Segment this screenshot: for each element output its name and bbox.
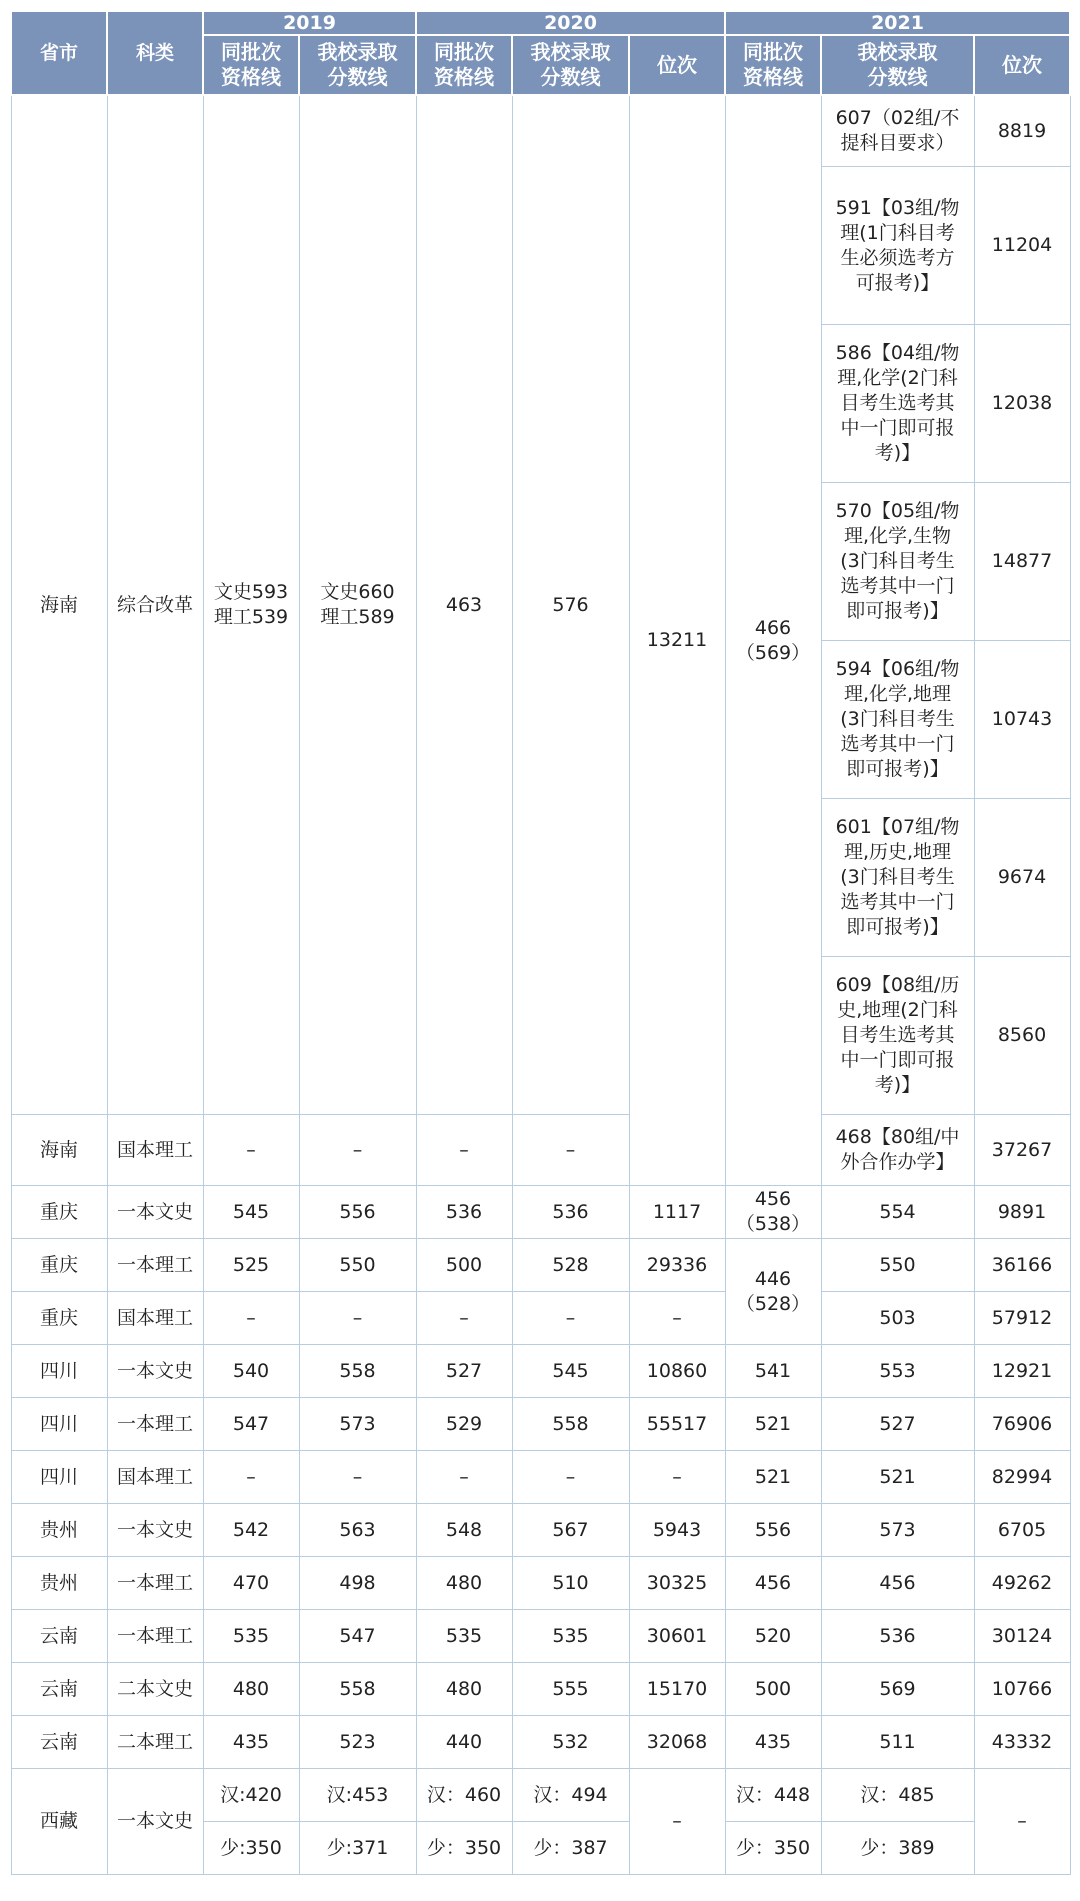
value-cell: 535 — [416, 1610, 512, 1663]
hainan-category: 综合改革 — [107, 95, 203, 1115]
value-cell: 523 — [299, 1716, 416, 1769]
value-cell: 542 — [203, 1504, 299, 1557]
value-cell: 汉：494 — [512, 1769, 629, 1822]
value-cell: 6705 — [974, 1504, 1070, 1557]
header-year-2020: 2020 — [416, 11, 725, 35]
value-cell: 480 — [203, 1663, 299, 1716]
value-cell: 480 — [416, 1663, 512, 1716]
value-cell: 528 — [512, 1239, 629, 1292]
table-row — [11, 1504, 1070, 1557]
table-row — [11, 1610, 1070, 1663]
hainan-2020-batch: 463 — [416, 95, 512, 1115]
value-cell: – — [299, 1451, 416, 1504]
table-body — [11, 95, 1070, 1875]
header-2020-batch-line: 同批次 资格线 — [416, 35, 512, 95]
value-cell: 553 — [821, 1345, 974, 1398]
header-2021-batch-line: 同批次 资格线 — [725, 35, 821, 95]
category-cell: 一本理工 — [107, 1610, 203, 1663]
province-cell: 贵州 — [11, 1504, 107, 1557]
value-cell: 49262 — [974, 1557, 1070, 1610]
category-cell: 国本理工 — [107, 1292, 203, 1345]
value-cell: 30601 — [629, 1610, 725, 1663]
hainan-group-score: 570【05组/物 理,化学,生物 (3门科目考生 选考其中一门 即可报考)】 — [821, 483, 974, 641]
value-cell: 440 — [416, 1716, 512, 1769]
value-cell: 少：350 — [416, 1822, 512, 1875]
value-cell: 446 （528） — [725, 1239, 821, 1345]
hainan-group-score: 586【04组/物 理,化学(2门科 目考生选考其 中一门即可报 考)】 — [821, 325, 974, 483]
hainan-group-score: 601【07组/物 理,历史,地理 (3门科目考生 选考其中一门 即可报考)】 — [821, 799, 974, 957]
value-cell: 10766 — [974, 1663, 1070, 1716]
value-cell: 1117 — [629, 1186, 725, 1239]
header-province: 省市 — [11, 11, 107, 95]
category-cell: 二本文史 — [107, 1663, 203, 1716]
value-cell: 汉：460 — [416, 1769, 512, 1822]
value-cell: 550 — [299, 1239, 416, 1292]
table-row — [11, 1769, 1070, 1822]
hainan-2021-batch: 466 （569） — [725, 95, 821, 1186]
hainan-group-rank: 8560 — [974, 957, 1070, 1115]
value-cell: 536 — [512, 1186, 629, 1239]
province-cell: 四川 — [11, 1398, 107, 1451]
hainan-group-score: 594【06组/物 理,化学,地理 (3门科目考生 选考其中一门 即可报考)】 — [821, 641, 974, 799]
table-header — [11, 11, 1070, 95]
value-cell: 545 — [512, 1345, 629, 1398]
value-cell: 567 — [512, 1504, 629, 1557]
hainan-group-rank: 14877 — [974, 483, 1070, 641]
province-cell: 四川 — [11, 1451, 107, 1504]
value-cell: 573 — [821, 1504, 974, 1557]
province-cell: 四川 — [11, 1345, 107, 1398]
category-cell: 一本理工 — [107, 1557, 203, 1610]
value-cell: 5943 — [629, 1504, 725, 1557]
category-cell: 一本文史 — [107, 1769, 203, 1875]
table-row — [11, 1451, 1070, 1504]
value-cell: 汉：485 — [821, 1769, 974, 1822]
value-cell: – — [512, 1115, 629, 1186]
hainan-province: 海南 — [11, 95, 107, 1115]
value-cell: 510 — [512, 1557, 629, 1610]
hainan-group-score: 591【03组/物 理(1门科目考 生必须选考方 可报考)】 — [821, 167, 974, 325]
value-cell: 32068 — [629, 1716, 725, 1769]
value-cell: 480 — [416, 1557, 512, 1610]
value-cell: 少：389 — [821, 1822, 974, 1875]
hainan-2020-rank: 13211 — [629, 95, 725, 1186]
value-cell: 558 — [299, 1663, 416, 1716]
value-cell: 573 — [299, 1398, 416, 1451]
category-cell: 一本文史 — [107, 1345, 203, 1398]
value-cell: 535 — [512, 1610, 629, 1663]
value-cell: 529 — [416, 1398, 512, 1451]
value-cell: 520 — [725, 1610, 821, 1663]
category-cell: 国本理工 — [107, 1115, 203, 1186]
table-row — [11, 1186, 1070, 1239]
value-cell: 527 — [416, 1345, 512, 1398]
value-cell: 9891 — [974, 1186, 1070, 1239]
value-cell: – — [203, 1292, 299, 1345]
value-cell: – — [203, 1451, 299, 1504]
hainan-group-rank: 10743 — [974, 641, 1070, 799]
value-cell: 82994 — [974, 1451, 1070, 1504]
header-2021-school-line: 我校录取 分数线 — [821, 35, 974, 95]
value-cell: 548 — [416, 1504, 512, 1557]
hainan-group-rank: 11204 — [974, 167, 1070, 325]
value-cell: 521 — [821, 1451, 974, 1504]
province-cell: 云南 — [11, 1610, 107, 1663]
value-cell: 456 — [725, 1557, 821, 1610]
value-cell: – — [974, 1769, 1070, 1875]
header-category: 科类 — [107, 11, 203, 95]
table-row — [11, 1716, 1070, 1769]
admission-score-table — [10, 10, 1071, 1875]
hainan-group-score: 468【80组/中 外合作办学】 — [821, 1115, 974, 1186]
header-year-2019: 2019 — [203, 11, 416, 35]
value-cell: 532 — [512, 1716, 629, 1769]
hainan-group-score: 609【08组/历 史,地理(2门科 目考生选考其 中一门即可报 考)】 — [821, 957, 974, 1115]
value-cell: 15170 — [629, 1663, 725, 1716]
value-cell: 30124 — [974, 1610, 1070, 1663]
value-cell: – — [299, 1115, 416, 1186]
value-cell: 563 — [299, 1504, 416, 1557]
category-cell: 一本理工 — [107, 1239, 203, 1292]
table-row — [11, 1663, 1070, 1716]
value-cell: 536 — [821, 1610, 974, 1663]
header-2020-rank: 位次 — [629, 35, 725, 95]
value-cell: 554 — [821, 1186, 974, 1239]
hainan-2019-school: 文史660 理工589 — [299, 95, 416, 1115]
value-cell: – — [203, 1115, 299, 1186]
value-cell: 556 — [299, 1186, 416, 1239]
table-row — [11, 1292, 1070, 1345]
category-cell: 一本文史 — [107, 1504, 203, 1557]
value-cell: – — [416, 1115, 512, 1186]
value-cell: 569 — [821, 1663, 974, 1716]
hainan-group-rank: 9674 — [974, 799, 1070, 957]
province-cell: 西藏 — [11, 1769, 107, 1875]
value-cell: 汉:453 — [299, 1769, 416, 1822]
province-cell: 云南 — [11, 1716, 107, 1769]
value-cell: – — [416, 1292, 512, 1345]
table-row — [11, 1115, 1070, 1186]
value-cell: 435 — [203, 1716, 299, 1769]
value-cell: 37267 — [974, 1115, 1070, 1186]
value-cell: 30325 — [629, 1557, 725, 1610]
value-cell: 10860 — [629, 1345, 725, 1398]
value-cell: 511 — [821, 1716, 974, 1769]
hainan-group-rank: 12038 — [974, 325, 1070, 483]
value-cell: 555 — [512, 1663, 629, 1716]
table-row — [11, 1557, 1070, 1610]
value-cell: 少:350 — [203, 1822, 299, 1875]
value-cell: – — [416, 1451, 512, 1504]
value-cell: 547 — [299, 1610, 416, 1663]
value-cell: 521 — [725, 1398, 821, 1451]
value-cell: 435 — [725, 1716, 821, 1769]
province-cell: 重庆 — [11, 1292, 107, 1345]
category-cell: 一本理工 — [107, 1398, 203, 1451]
value-cell: – — [299, 1292, 416, 1345]
value-cell: 540 — [203, 1345, 299, 1398]
province-cell: 重庆 — [11, 1239, 107, 1292]
header-year-2021: 2021 — [725, 11, 1070, 35]
province-cell: 海南 — [11, 1115, 107, 1186]
table-row — [11, 1239, 1070, 1292]
header-2020-school-line: 我校录取 分数线 — [512, 35, 629, 95]
value-cell: 少:371 — [299, 1822, 416, 1875]
hainan-group-score: 607（02组/不 提科目要求） — [821, 95, 974, 167]
province-cell: 云南 — [11, 1663, 107, 1716]
header-2021-rank: 位次 — [974, 35, 1070, 95]
hainan-2019-batch: 文史593 理工539 — [203, 95, 299, 1115]
header-2019-school-line: 我校录取 分数线 — [299, 35, 416, 95]
value-cell: 535 — [203, 1610, 299, 1663]
value-cell: – — [629, 1292, 725, 1345]
value-cell: 12921 — [974, 1345, 1070, 1398]
value-cell: 汉：448 — [725, 1769, 821, 1822]
value-cell: 556 — [725, 1504, 821, 1557]
value-cell: 525 — [203, 1239, 299, 1292]
value-cell: 527 — [821, 1398, 974, 1451]
table-row — [11, 1345, 1070, 1398]
value-cell: – — [629, 1769, 725, 1875]
value-cell: 少：350 — [725, 1822, 821, 1875]
value-cell: 29336 — [629, 1239, 725, 1292]
value-cell: 558 — [299, 1345, 416, 1398]
value-cell: 少：387 — [512, 1822, 629, 1875]
value-cell: – — [512, 1451, 629, 1504]
value-cell: 545 — [203, 1186, 299, 1239]
hainan-group-rank: 8819 — [974, 95, 1070, 167]
value-cell: 57912 — [974, 1292, 1070, 1345]
value-cell: 558 — [512, 1398, 629, 1451]
value-cell: 36166 — [974, 1239, 1070, 1292]
category-cell: 二本理工 — [107, 1716, 203, 1769]
province-cell: 贵州 — [11, 1557, 107, 1610]
value-cell: 55517 — [629, 1398, 725, 1451]
value-cell: – — [512, 1292, 629, 1345]
value-cell: 43332 — [974, 1716, 1070, 1769]
value-cell: 536 — [416, 1186, 512, 1239]
table-row — [11, 95, 1070, 167]
value-cell: 500 — [725, 1663, 821, 1716]
value-cell: 500 — [416, 1239, 512, 1292]
value-cell: 521 — [725, 1451, 821, 1504]
value-cell: 503 — [821, 1292, 974, 1345]
value-cell: – — [629, 1451, 725, 1504]
value-cell: 456 — [821, 1557, 974, 1610]
admission-table-container — [10, 10, 1071, 1875]
value-cell: 541 — [725, 1345, 821, 1398]
value-cell: 498 — [299, 1557, 416, 1610]
value-cell: 550 — [821, 1239, 974, 1292]
header-year-row — [11, 11, 1070, 35]
value-cell: 456 （538） — [725, 1186, 821, 1239]
value-cell: 汉:420 — [203, 1769, 299, 1822]
table-row — [11, 1398, 1070, 1451]
category-cell: 一本文史 — [107, 1186, 203, 1239]
value-cell: 470 — [203, 1557, 299, 1610]
value-cell: 76906 — [974, 1398, 1070, 1451]
province-cell: 重庆 — [11, 1186, 107, 1239]
header-2019-batch-line: 同批次 资格线 — [203, 35, 299, 95]
category-cell: 国本理工 — [107, 1451, 203, 1504]
value-cell: 547 — [203, 1398, 299, 1451]
hainan-2020-school: 576 — [512, 95, 629, 1115]
